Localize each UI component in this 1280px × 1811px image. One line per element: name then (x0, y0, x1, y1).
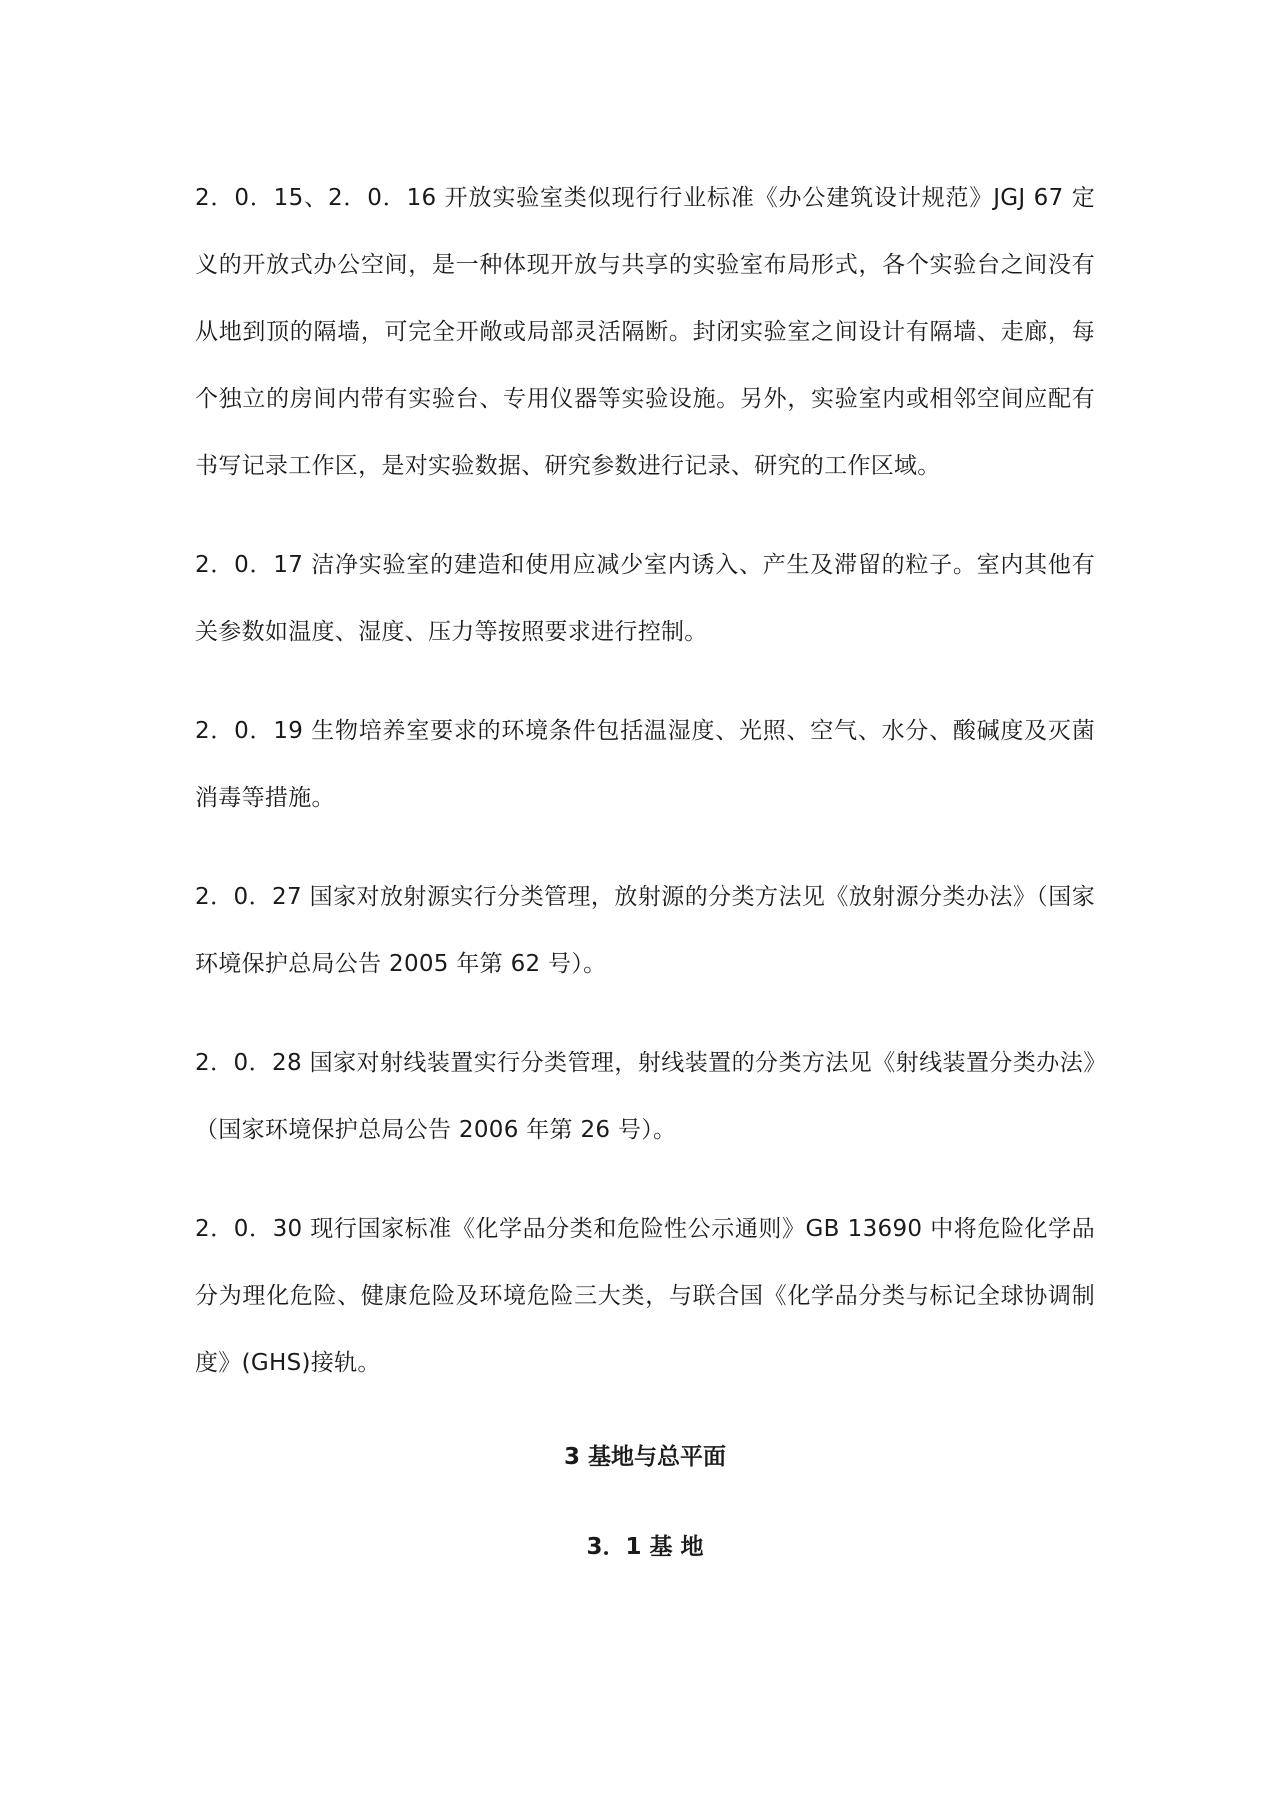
paragraph-2-0-28: 2．0．28 国家对射线装置实行分类管理，射线装置的分类方法见《射线装置分类办法》（国家环境保护总局公告 2006 年第 26 号）。 (195, 1050, 1095, 1143)
page-content (195, 165, 1095, 1567)
paragraph-2-0-17: 2．0．17 洁净实验室的建造和使用应减少室内诱入、产生及滞留的粒子。室内其他有关参数如温度、湿度、压力等按照要求进行控制。 (195, 552, 1095, 645)
paragraph-2-0-19: 2．0．19 生物培养室要求的环境条件包括温湿度、光照、空气、水分、酸碱度及灭菌消毒等措施。 (195, 718, 1095, 811)
paragraph-2-0-27: 2．0．27 国家对放射源实行分类管理，放射源的分类方法见《放射源分类办法》（国家环境保护总局公告 2005 年第 62 号）。 (195, 884, 1095, 977)
section-heading: 3．1 基 地 (586, 1534, 704, 1560)
paragraph-2-0-15: 2．0．15、2．0．16 开放实验室类似现行行业标准《办公建筑设计规范》JGJ 67 定义的开放式办公空间，是一种体现开放与共享的实验室布局形式，各个实验台之间没有从地到顶的隔墙，可完全开敞或局部灵活隔断。封闭实验室之间设计有隔墙、走廊，每个独立的房间内带有实验台、专用仪器等实验设施。另外，实验室内或相邻空间应配有书写记录工作区，是对实验数据、研究参数进行记录、研究的工作区域。 (195, 185, 1095, 479)
chapter-heading: 3 基地与总平面 (563, 1444, 726, 1470)
paragraph-2-0-30: 2．0．30 现行国家标准《化学品分类和危险性公示通则》GB 13690 中将危险化学品分为理化危险、健康危险及环境危险三大类，与联合国《化学品分类与标记全球协调制度》(GHS)接轨。 (195, 1216, 1095, 1376)
